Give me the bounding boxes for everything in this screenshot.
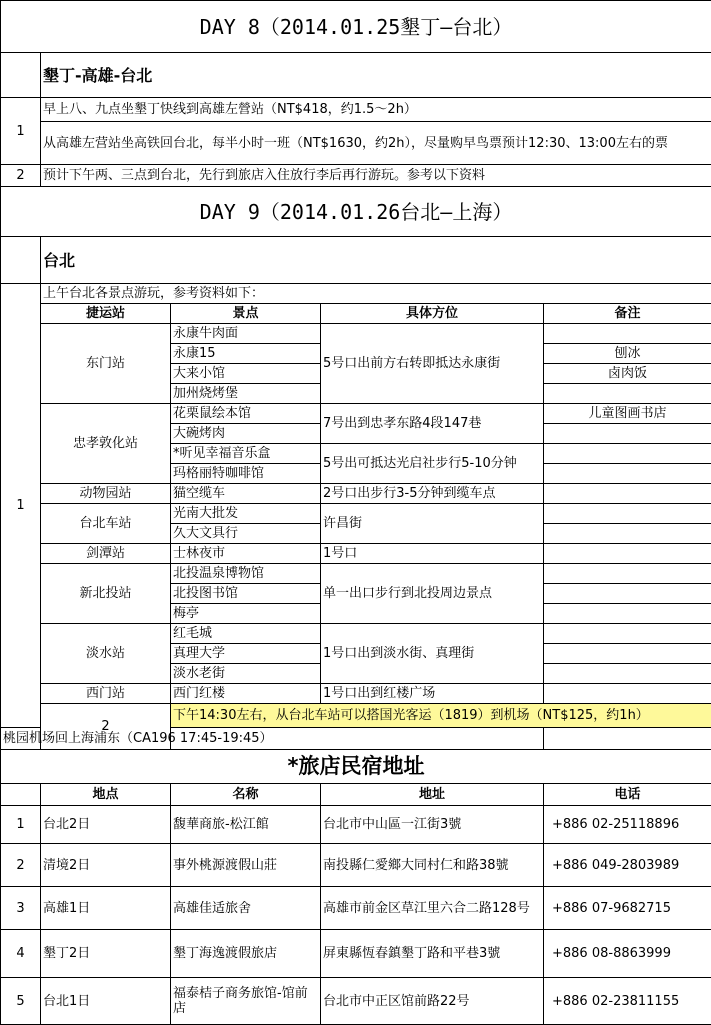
note-cell (544, 324, 711, 344)
hotel-header-place: 地点 (41, 784, 171, 806)
note-cell (544, 684, 711, 704)
spot-cell: 梅亭 (171, 604, 321, 624)
hotel-num: 4 (1, 930, 41, 978)
note-cell (544, 524, 711, 544)
day9-num-2: 2 (41, 704, 171, 750)
hotel-place: 墾丁2日 (41, 930, 171, 978)
spot-cell: 永康15 (171, 344, 321, 364)
hotel-name: 事外桃源渡假山莊 (171, 844, 321, 887)
hotels-title: *旅店民宿地址 (1, 750, 711, 784)
day9-item3: 桃园机场回上海浦东（CA196 17:45-19:45） (1, 728, 544, 750)
hotel-num: 2 (1, 844, 41, 887)
note-cell: 卤肉饭 (544, 364, 711, 384)
location-jiantan: 1号口 (321, 544, 544, 564)
spot-cell: *听见幸福音乐盒 (171, 444, 321, 464)
note-cell (544, 484, 711, 504)
note-cell (544, 584, 711, 604)
spot-cell: 永康牛肉面 (171, 324, 321, 344)
hotel-phone: +886 02-25118896 (544, 806, 711, 844)
spot-cell: 加州烧烤堡 (171, 384, 321, 404)
empty-cell (1, 237, 41, 284)
hotel-place: 台北1日 (41, 978, 171, 1025)
location-zhongxiao-a: 7号出到忠孝东路4段147巷 (321, 404, 544, 444)
day9-num-1: 1 (1, 284, 41, 728)
hotel-name: 馥華商旅-松江館 (171, 806, 321, 844)
station-jiantan: 剑潭站 (41, 544, 171, 564)
hotel-header-address: 地址 (321, 784, 544, 806)
hotel-place: 高雄1日 (41, 887, 171, 930)
hotel-num: 5 (1, 978, 41, 1025)
note-cell (544, 464, 711, 484)
note-cell (544, 384, 711, 404)
hotel-address: 台北市中正区馆前路22号 (321, 978, 544, 1025)
location-zhongxiao-b: 5号出可抵达光启社步行5-10分钟 (321, 444, 544, 484)
spot-cell: 猫空缆车 (171, 484, 321, 504)
station-ximen: 西门站 (41, 684, 171, 704)
spot-cell: 北投温泉博物馆 (171, 564, 321, 584)
day9-subtitle: 台北 (41, 237, 711, 284)
spot-cell: 西门红楼 (171, 684, 321, 704)
header-note: 备注 (544, 304, 711, 324)
location-taipei: 许昌街 (321, 504, 544, 544)
hotel-phone: +886 07-9682715 (544, 887, 711, 930)
day8-item2: 预计下午两、三点到台北，先行到旅店入住放行李后再行游玩。参考以下资料 (41, 165, 711, 187)
note-cell (544, 624, 711, 644)
day8-subtitle: 墾丁-高雄-台北 (41, 53, 711, 98)
hotel-phone: +886 08-8863999 (544, 930, 711, 978)
day9-item2: 下午14:30左右，从台北车站可以搭国光客运（1819）到机场（NT$125，约1h） (171, 704, 711, 728)
spot-cell: 光南大批发 (171, 504, 321, 524)
empty-cell (1, 784, 41, 806)
hotel-phone: +886 049-2803989 (544, 844, 711, 887)
hotel-address: 屏東縣恆春鎮墾丁路和平巷3號 (321, 930, 544, 978)
spot-cell: 淡水老街 (171, 664, 321, 684)
station-zhongxiao: 忠孝敦化站 (41, 404, 171, 484)
note-cell: 儿童图画书店 (544, 404, 711, 424)
hotel-header-name: 名称 (171, 784, 321, 806)
day8-title: DAY 8（2014.01.25墾丁—台北） (1, 1, 711, 53)
spot-cell: 北投图书馆 (171, 584, 321, 604)
hotel-phone: +886 02-23811155 (544, 978, 711, 1025)
spot-cell: 久大文具行 (171, 524, 321, 544)
hotel-name: 高雄佳适旅舍 (171, 887, 321, 930)
day9-intro: 上午台北各景点游玩，参考资料如下： (41, 284, 711, 304)
day9-title: DAY 9（2014.01.26台北—上海） (1, 187, 711, 237)
spot-cell: 花栗鼠绘本馆 (171, 404, 321, 424)
location-ximen: 1号口出到红楼广场 (321, 684, 544, 704)
note-cell (544, 504, 711, 524)
day8-item1-line2: 从高雄左营站坐高铁回台北，每半小时一班（NT$1630，约2h），尽量购早鸟票预计12:30、13:00左右的票 (41, 122, 711, 165)
location-dongmen: 5号口出前方右转即抵达永康街 (321, 324, 544, 404)
hotel-name: 福泰桔子商务旅馆-馆前店 (171, 978, 321, 1025)
location-danshui: 1号口出到淡水街、真理街 (321, 624, 544, 684)
station-xinbeitou: 新北投站 (41, 564, 171, 624)
hotel-address: 高雄市前金区草江里六合二路128号 (321, 887, 544, 930)
day8-item1-line1: 早上八、九点坐墾丁快线到高雄左營站（NT$418，约1.5～2h） (41, 98, 711, 122)
spot-cell: 士林夜市 (171, 544, 321, 564)
spot-cell: 红毛城 (171, 624, 321, 644)
note-cell (544, 424, 711, 444)
location-zoo: 2号口出步行3-5分钟到缆车点 (321, 484, 544, 504)
station-taipei: 台北车站 (41, 504, 171, 544)
hotel-num: 3 (1, 887, 41, 930)
header-spot: 景点 (171, 304, 321, 324)
empty-cell (1, 53, 41, 98)
note-cell (544, 604, 711, 624)
spot-cell: 大来小馆 (171, 364, 321, 384)
note-cell (544, 544, 711, 564)
day8-num-2: 2 (1, 165, 41, 187)
spot-cell: 玛格丽特咖啡馆 (171, 464, 321, 484)
station-danshui: 淡水站 (41, 624, 171, 684)
hotel-place: 清境2日 (41, 844, 171, 887)
header-station: 捷运站 (41, 304, 171, 324)
note-cell (544, 644, 711, 664)
station-zoo: 动物园站 (41, 484, 171, 504)
hotel-address: 南投縣仁愛鄉大同村仁和路38號 (321, 844, 544, 887)
note-cell (544, 664, 711, 684)
hotel-num: 1 (1, 806, 41, 844)
note-cell: 刨冰 (544, 344, 711, 364)
hotel-address: 台北市中山區一江街3號 (321, 806, 544, 844)
hotel-name: 墾丁海逸渡假旅店 (171, 930, 321, 978)
hotel-place: 台北2日 (41, 806, 171, 844)
spot-cell: 真理大学 (171, 644, 321, 664)
day8-num-1: 1 (1, 98, 41, 165)
header-location: 具体方位 (321, 304, 544, 324)
spot-cell: 大碗烤肉 (171, 424, 321, 444)
note-cell (544, 444, 711, 464)
location-xinbeitou: 单一出口步行到北投周边景点 (321, 564, 544, 624)
note-cell (544, 564, 711, 584)
hotel-header-phone: 电话 (544, 784, 711, 806)
station-dongmen: 东门站 (41, 324, 171, 404)
